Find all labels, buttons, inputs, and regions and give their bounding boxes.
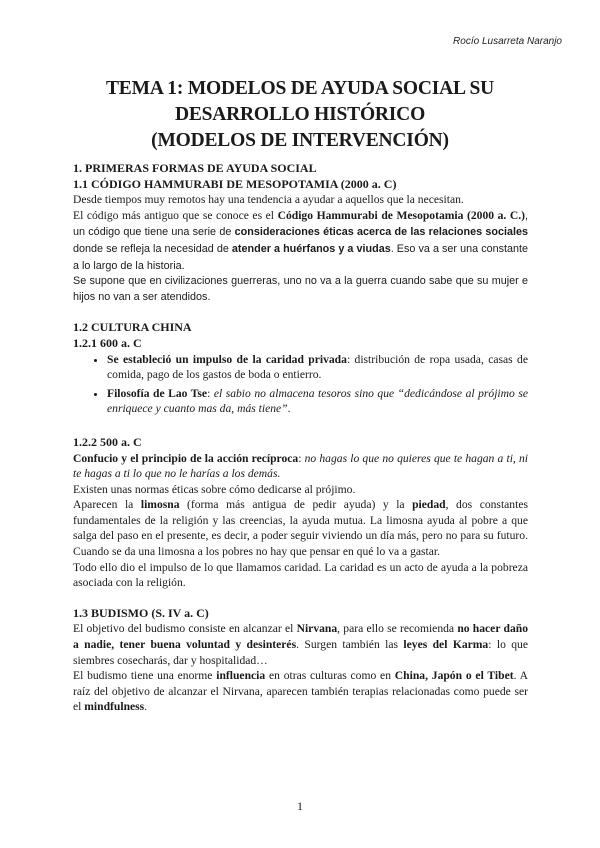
paragraph: Aparecen la limosna (forma más antigua de pedir ayuda) y la piedad, dos constantes fundamentales de la religión y las creencias, la ayuda mutua. La limosna ayuda al pobre a que salga del paso en el presente, es decir, a poder seguir viviendo un día más, pero no para su futuro. Cuando se da una limosna a los pobres no hay que pensar en qué lo va a gastar. bbox=[73, 498, 528, 559]
document-body bbox=[73, 161, 528, 715]
title-line-3: (MODELOS DE INTERVENCIÓN) bbox=[151, 130, 449, 151]
paragraph: Todo ello dio el impulso de lo que llamamos caridad. La caridad es un acto de ayuda a la pobreza asociada con la religión. bbox=[73, 560, 528, 590]
paragraph: El código más antiguo que se conoce es el Código Hammurabi de Mesopotamia (2000 a. C.), un código que tiene una serie de consideraciones éticas acerca de las relaciones sociales donde se refleja la necesidad de atender a huérfanos y a viudas. Eso va a ser una constante a lo largo de la historia. bbox=[73, 208, 529, 272]
section-1-2-1-heading: 1.2.1 600 a. C bbox=[73, 335, 142, 350]
section-1-heading: 1. PRIMERAS FORMAS DE AYUDA SOCIAL bbox=[73, 161, 317, 175]
list-item: • Filosofía de Lao Tse: el sabio no almacena tesoros sino que “dedicándose al prójimo se enriquece y cuanto mas da, más tiene”. bbox=[107, 386, 528, 417]
section-1-3-heading: 1.3 BUDISMO (S. IV a. C) bbox=[73, 605, 209, 620]
section-1-1-heading: 1.1 CÓDIGO HAMMURABI DE MESOPOTAMIA (2000 a. C) bbox=[73, 176, 397, 191]
paragraph: Confucio y el principio de la acción recíproca: no hagas lo que no quieres que te hagan a ti, ni te hagas a ti lo que no le harías a los demás. bbox=[73, 451, 528, 481]
title-line-2: DESARROLLO HISTÓRICO bbox=[174, 104, 426, 125]
section-1-2-2-heading: 1.2.2 500 a. C bbox=[73, 434, 142, 449]
author-name: Rocío Lusarreta Naranjo bbox=[453, 36, 562, 47]
list-item: • Se estableció un impulso de la caridad privada: distribución de ropa usada, casas de comida, pago de los gastos de boda o entierro. bbox=[107, 352, 528, 383]
page-title bbox=[0, 76, 600, 154]
paragraph: El budismo tiene una enorme influencia en otras culturas como en China, Japón o el Tibet. A raíz del objetivo de alcanzar el Nirvana, aparecen también terapias relacionadas como puede ser el mindfulness. bbox=[73, 669, 528, 714]
section-1-2-heading: 1.2 CULTURA CHINA bbox=[73, 320, 192, 335]
page-number: 1 bbox=[297, 799, 303, 813]
paragraph: Se supone que en civilizaciones guerreras, uno no va a la guerra cuando sabe que su mujer e hijos no van a ser atendidos. bbox=[73, 275, 528, 303]
paragraph: Desde tiempos muy remotos hay una tendencia a ayudar a aquellos que la necesitan. bbox=[73, 193, 464, 207]
paragraph: El objetivo del budismo consiste en alcanzar el Nirvana, para ello se recomienda no hacer daño a nadie, tener buena voluntad y desinterés. Surgen también las leyes del Karma: lo que siembres cosecharás, dar y hospitalidad… bbox=[73, 622, 528, 667]
bullet-list bbox=[73, 352, 528, 417]
title-line-1: TEMA 1: MODELOS DE AYUDA SOCIAL SU bbox=[106, 78, 494, 99]
paragraph: Existen unas normas éticas sobre cómo dedicarse al prójimo. bbox=[73, 482, 356, 496]
